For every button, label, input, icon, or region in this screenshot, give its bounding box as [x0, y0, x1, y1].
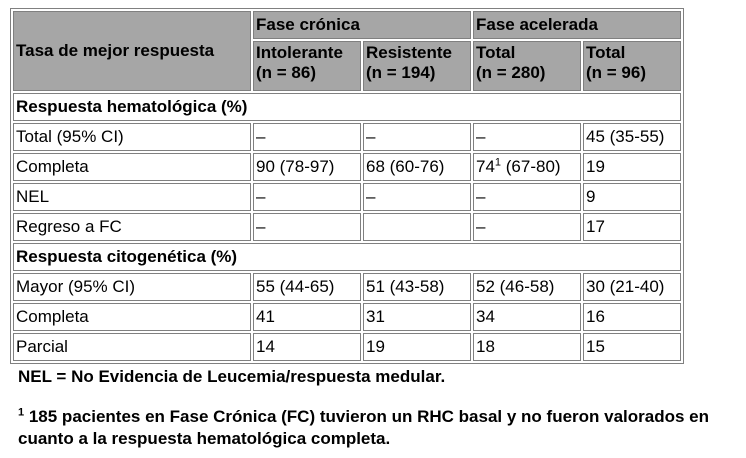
header-row-groups: [13, 11, 681, 39]
table-cell: 55 (44-65): [253, 273, 361, 301]
section-title: Respuesta hematológica (%): [13, 93, 681, 121]
column-header-accelerated-total: [583, 41, 681, 91]
column-header-count: (n = 194): [366, 63, 436, 82]
table-cell: –: [473, 183, 581, 211]
table-cell: [363, 213, 471, 241]
table-cell: 9: [583, 183, 681, 211]
table-cell: –: [363, 123, 471, 151]
table-cell: 19: [363, 333, 471, 361]
row-label: Mayor (95% CI): [13, 273, 251, 301]
row-label: NEL: [13, 183, 251, 211]
table-row: [13, 123, 681, 151]
table-row: [13, 273, 681, 301]
table-cell: –: [253, 123, 361, 151]
column-header-title: Total: [476, 43, 516, 62]
table-cell: –: [473, 213, 581, 241]
table-body: [13, 93, 681, 361]
row-label: Completa: [13, 153, 251, 181]
table-cell: [473, 153, 581, 181]
table-cell: –: [363, 183, 471, 211]
footnotes: [18, 366, 734, 450]
response-table: [10, 8, 684, 364]
row-label: Parcial: [13, 333, 251, 361]
table-cell: 90 (78-97): [253, 153, 361, 181]
table-cell: 52 (46-58): [473, 273, 581, 301]
column-header-chronic-total: [473, 41, 581, 91]
table-row: [13, 213, 681, 241]
table-cell: 14: [253, 333, 361, 361]
column-header-resistant: [363, 41, 471, 91]
footnote-nel: NEL = No Evidencia de Leucemia/respuesta medular.: [18, 367, 446, 386]
table-cell: 17: [583, 213, 681, 241]
table-row: [13, 183, 681, 211]
corner-header: Tasa de mejor respuesta: [13, 11, 251, 91]
table-cell: 15: [583, 333, 681, 361]
footnote-text: 185 pacientes en Fase Crónica (FC) tuvieron un RHC basal y no fueron valorados en cuanto a la respuesta hematológica completa.: [18, 407, 710, 448]
table-cell: 45 (35-55): [583, 123, 681, 151]
column-header-title: Total: [586, 43, 626, 62]
cell-value: 74: [476, 157, 495, 176]
table-row: [13, 303, 681, 331]
section-row: [13, 93, 681, 121]
column-header-count: (n = 280): [476, 63, 546, 82]
footnote-1: [18, 406, 734, 450]
group-header-accelerated: Fase acelerada: [473, 11, 681, 39]
table-header: [13, 11, 681, 91]
row-label: Completa: [13, 303, 251, 331]
table-cell: –: [253, 213, 361, 241]
cell-range: (67-80): [501, 157, 561, 176]
response-table-container: [10, 8, 684, 364]
section-title: Respuesta citogenética (%): [13, 243, 681, 271]
row-label: Regreso a FC: [13, 213, 251, 241]
footnote-marker: 1: [494, 156, 502, 169]
column-header-title: Intolerante: [256, 43, 343, 62]
table-cell: 16: [583, 303, 681, 331]
table-cell: 41: [253, 303, 361, 331]
row-label: Total (95% CI): [13, 123, 251, 151]
table-cell: 31: [363, 303, 471, 331]
column-header-intolerant: [253, 41, 361, 91]
footnote-marker: 1: [18, 406, 25, 419]
column-header-count: (n = 86): [256, 63, 316, 82]
table-cell: 34: [473, 303, 581, 331]
table-cell: 19: [583, 153, 681, 181]
column-header-count: (n = 96): [586, 63, 646, 82]
table-row: [13, 333, 681, 361]
table-cell: –: [473, 123, 581, 151]
section-row: [13, 243, 681, 271]
group-header-chronic: Fase crónica: [253, 11, 471, 39]
column-header-title: Resistente: [366, 43, 452, 62]
table-cell: 18: [473, 333, 581, 361]
table-cell: –: [253, 183, 361, 211]
table-cell: 51 (43-58): [363, 273, 471, 301]
table-cell: 68 (60-76): [363, 153, 471, 181]
table-cell: 30 (21-40): [583, 273, 681, 301]
table-row: [13, 153, 681, 181]
